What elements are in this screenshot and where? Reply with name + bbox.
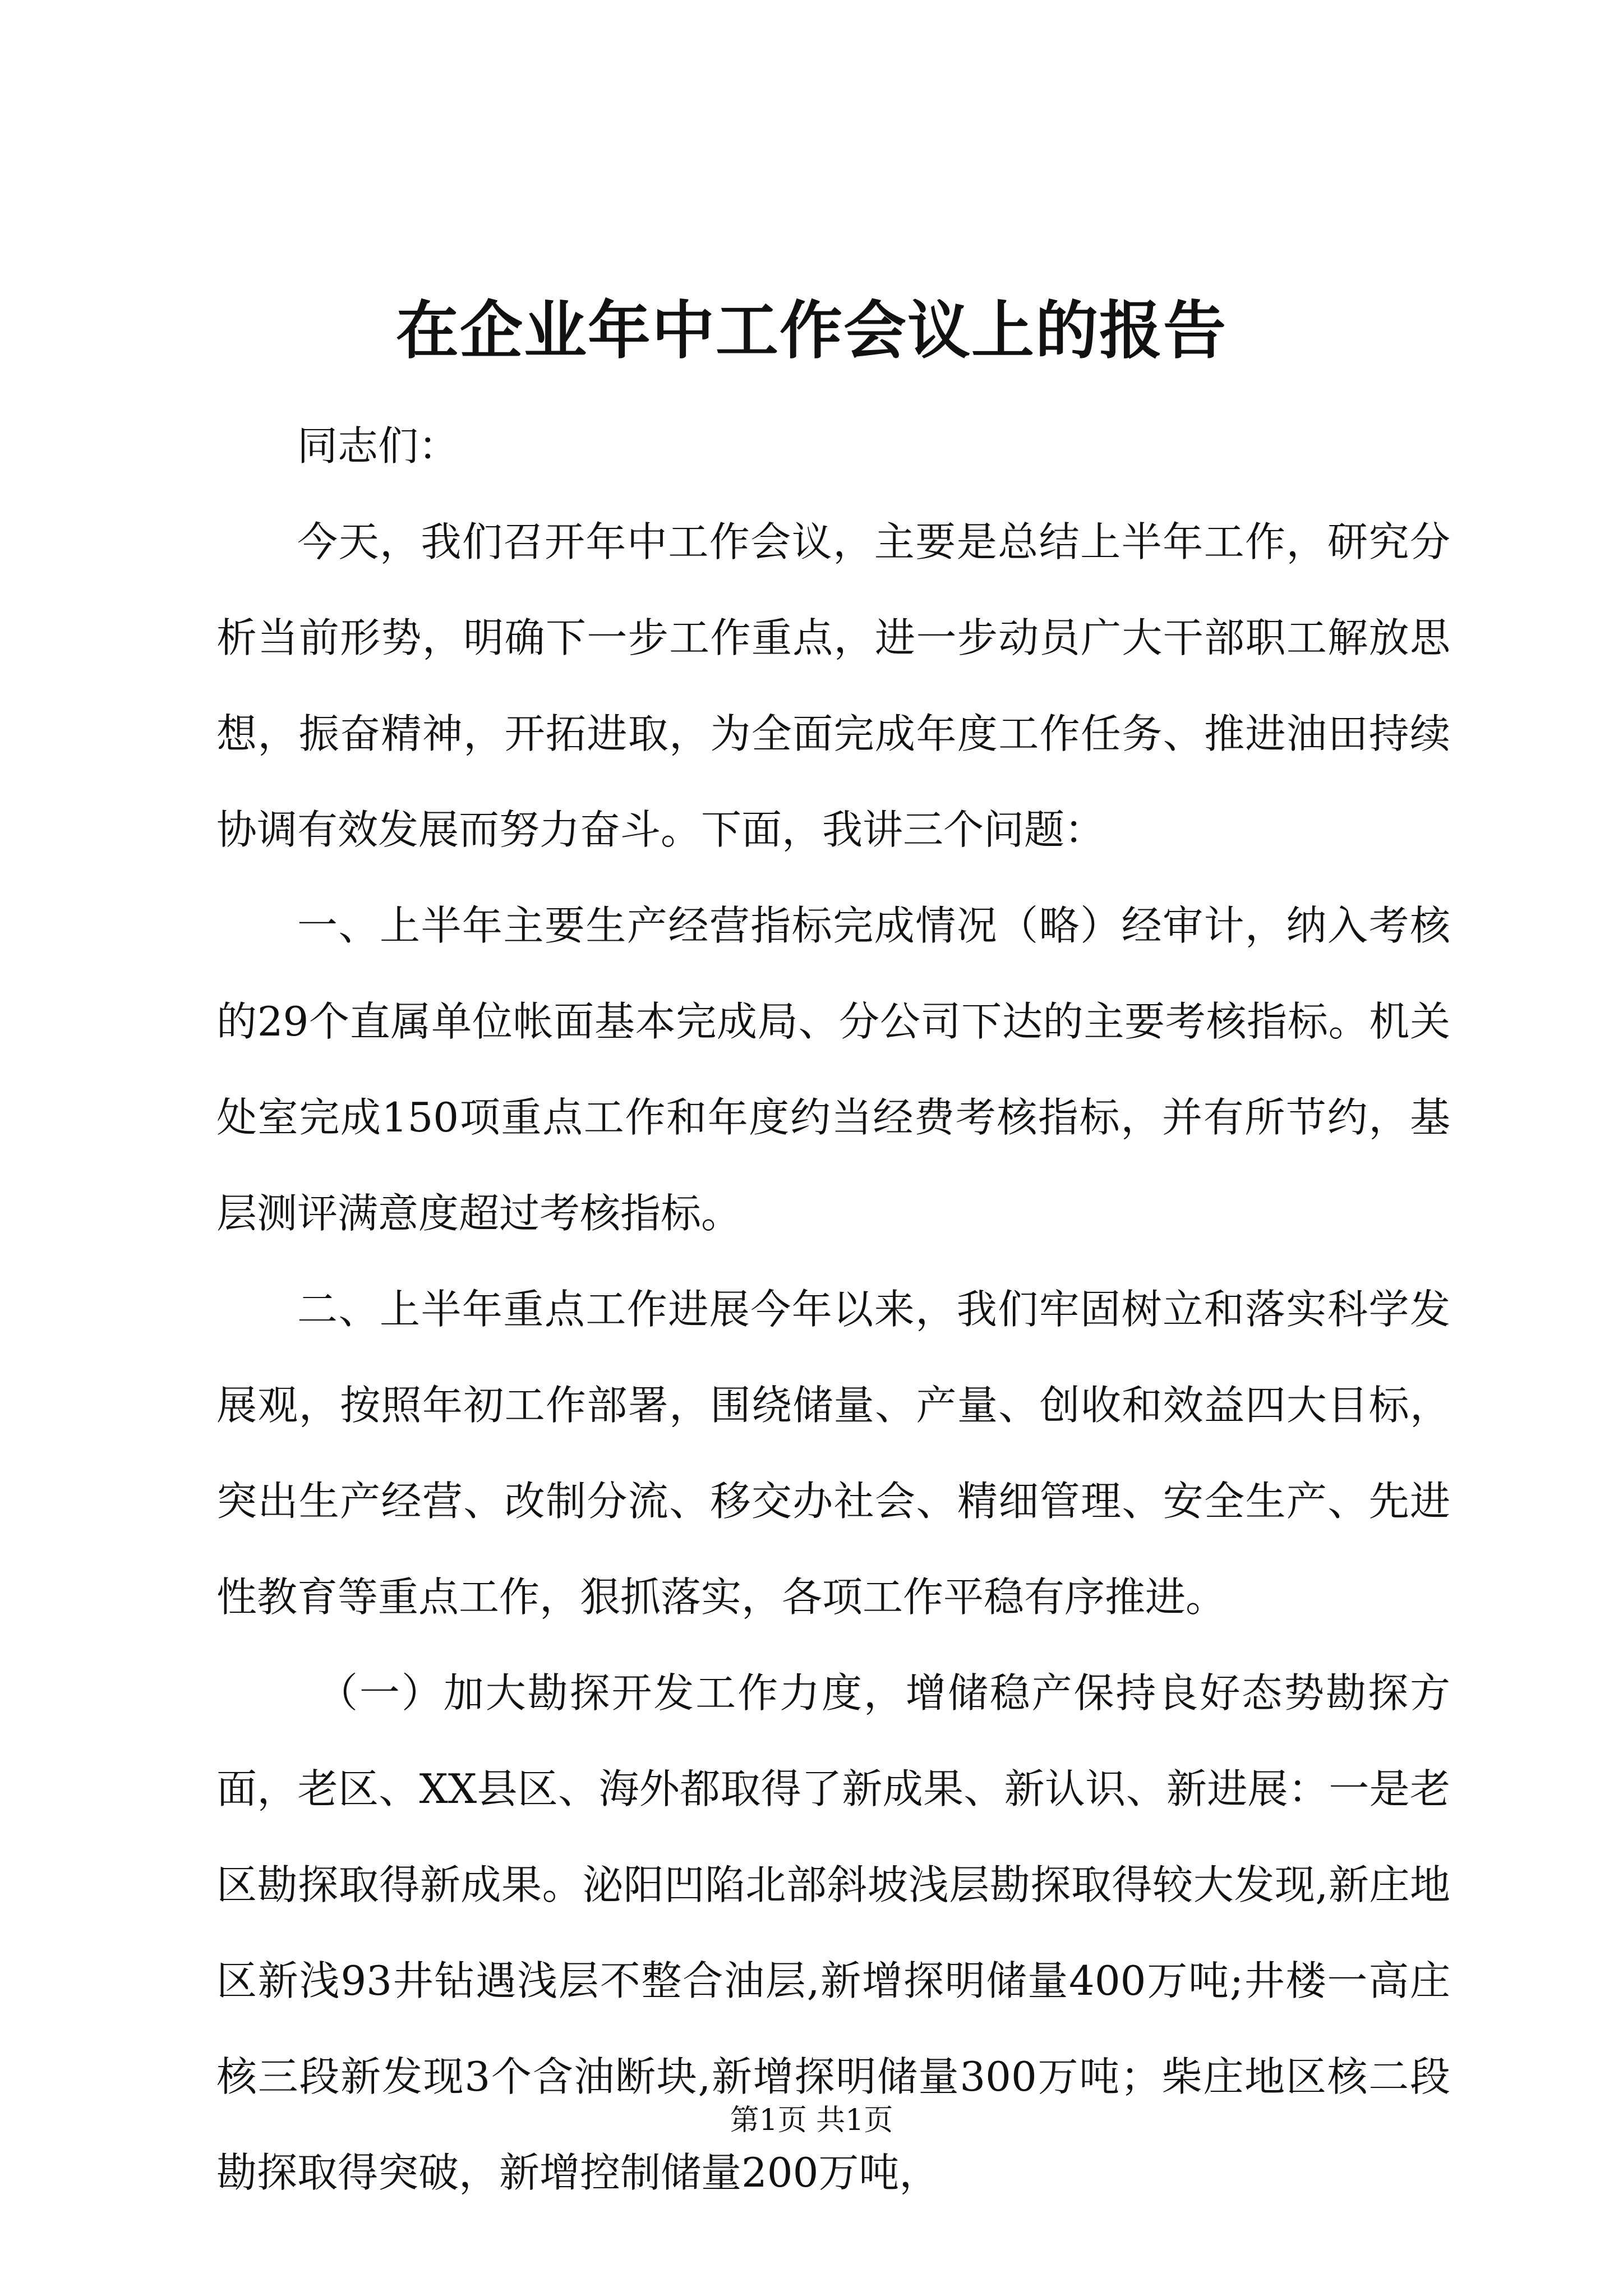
document-body [216, 398, 1450, 2221]
salutation: 同志们： [297, 422, 459, 470]
paragraph-section-two: 二、上半年重点工作进展今年以来，我们牢固树立和落实科学发展观，按照年初工作部署，围绕储量、产量、创收和效益四大目标，突出生产经营、改制分流、移交办社会、精细管理、安全生产、先进性教育等重点工作，狠抓落实，各项工作平稳有序推进。 [216, 1286, 1450, 1621]
page-footer: 第1页 共1页 [730, 2104, 893, 2137]
paragraph-subsection-one: （一）加大勘探开发工作力度，增储稳产保持良好态势勘探方面，老区、XX县区、海外都取得了新成果、新认识、新进展：一是老区勘探取得新成果。泌阳凹陷北部斜坡浅层勘探取得较大发现,新庄地区新浅93井钻遇浅层不整合油层,新增探明储量400万吨;井楼一高庄核三段新发现3个含油断块,新增探明储量300万吨；柴庄地区核二段勘探取得突破，新增控制储量200万吨， [216, 1669, 1450, 2196]
document-title: 在企业年中工作会议上的报告 [396, 294, 1227, 367]
paragraph-intro: 今天，我们召开年中工作会议，主要是总结上半年工作，研究分析当前形势，明确下一步工作重点，进一步动员广大干部职工解放思想，振奋精神，开拓进取，为全面完成年度工作任务、推进油田持续协调有效发展而努力奋斗。下面，我讲三个问题： [216, 518, 1450, 853]
paragraph-section-one: 一、上半年主要生产经营指标完成情况（略）经审计，纳入考核的29个直属单位帐面基本完成局、分公司下达的主要考核指标。机关处室完成150项重点工作和年度约当经费考核指标，并有所节约，基层测评满意度超过考核指标。 [216, 902, 1450, 1237]
